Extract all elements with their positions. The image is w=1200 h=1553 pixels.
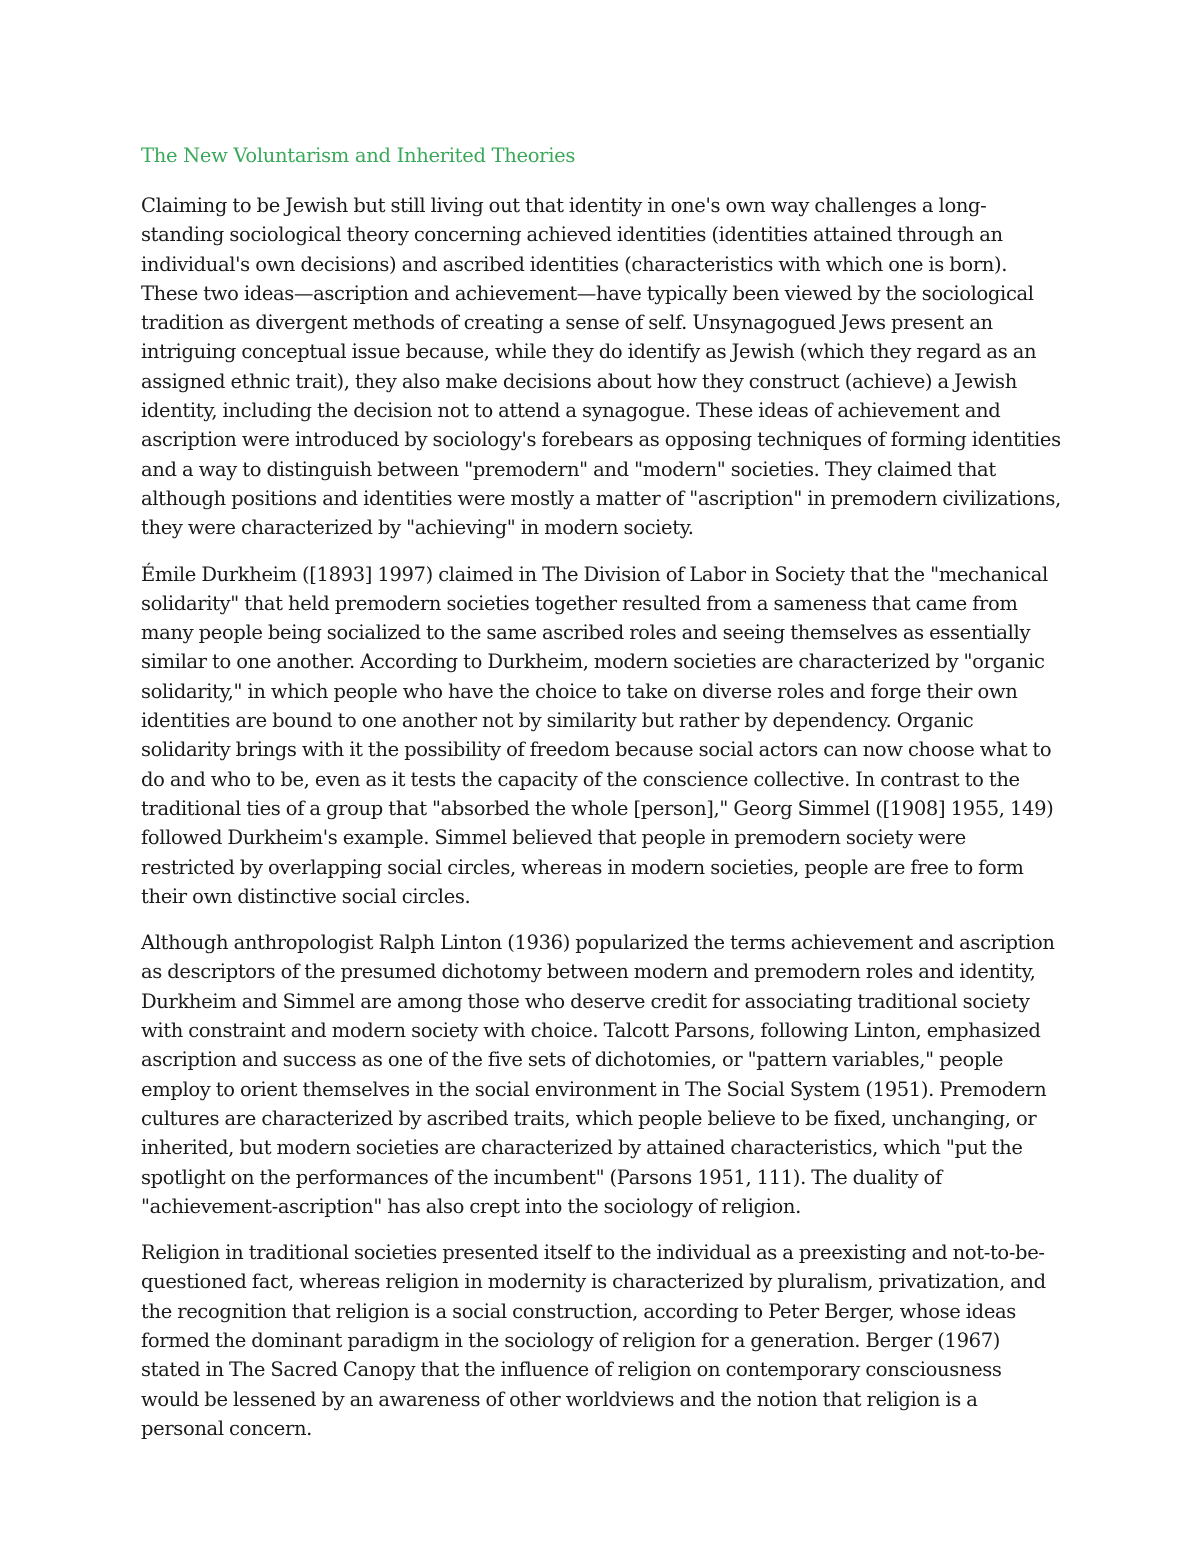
document-page — [141, 140, 1063, 1460]
paragraph-4: Religion in traditional societies presented itself to the individual as a preexisting and not-to-be-questioned fact, whereas religion in modernity is characterized by pluralism, privatization, and the recognition that religion is a social construction, according to Peter Berger, whose ideas formed the dominant paradigm in the sociology of religion for a generation. Berger (1967) stated in The Sacred Canopy that the influence of religion on contemporary consciousness would be lessened by an awareness of other worldviews and the notion that religion is a personal concern. — [141, 1241, 1046, 1440]
section-heading: The New Voluntarism and Inherited Theories — [141, 144, 576, 167]
paragraph-1: Claiming to be Jewish but still living out that identity in one's own way challenges a long-standing sociological theory concerning achieved identities (identities attained through an individual's own decisions) and ascribed identities (characteristics with which one is born). These two ideas—ascription and achievement—have typically been viewed by the sociological tradition as divergent methods of creating a sense of self. Unsynagogued Jews present an intriguing conceptual issue because, while they do identify as Jewish (which they regard as an assigned ethnic trait), they also make decisions about how they construct (achieve) a Jewish identity, including the decision not to attend a synagogue. These ideas of achievement and ascription were introduced by sociology's forebears as opposing techniques of forming identities and a way to distinguish between "premodern" and "modern" societies. They claimed that although positions and identities were mostly a matter of "ascription" in premodern civilizations, they were characterized by "achieving" in modern society. — [141, 194, 1061, 540]
paragraph-3: Although anthropologist Ralph Linton (1936) popularized the terms achievement and ascription as descriptors of the presumed dichotomy between modern and premodern roles and identity, Durkheim and Simmel are among those who deserve credit for associating traditional society with constraint and modern society with choice. Talcott Parsons, following Linton, emphasized ascription and success as one of the five sets of dichotomies, or "pattern variables," people employ to orient themselves in the social environment in The Social System (1951). Premodern cultures are characterized by ascribed traits, which people believe to be fixed, unchanging, or inherited, but modern societies are characterized by attained characteristics, which "put the spotlight on the performances of the incumbent" (Parsons 1951, 111). The duality of "achievement-ascription" has also crept into the sociology of religion. — [141, 931, 1055, 1218]
paragraph-2: Émile Durkheim ([1893] 1997) claimed in The Division of Labor in Society that the "mechanical solidarity" that held premodern societies together resulted from a sameness that came from many people being socialized to the same ascribed roles and seeing themselves as essentially similar to one another. According to Durkheim, modern societies are characterized by "organic solidarity," in which people who have the choice to take on diverse roles and forge their own identities are bound to one another not by similarity but rather by dependency. Organic solidarity brings with it the possibility of freedom because social actors can now choose what to do and who to be, even as it tests the capacity of the conscience collective. In contrast to the traditional ties of a group that "absorbed the whole [person]," Georg Simmel ([1908] 1955, 149) followed Durkheim's example. Simmel believed that people in premodern society were restricted by overlapping social circles, whereas in modern societies, people are free to form their own distinctive social circles. — [141, 562, 1054, 908]
